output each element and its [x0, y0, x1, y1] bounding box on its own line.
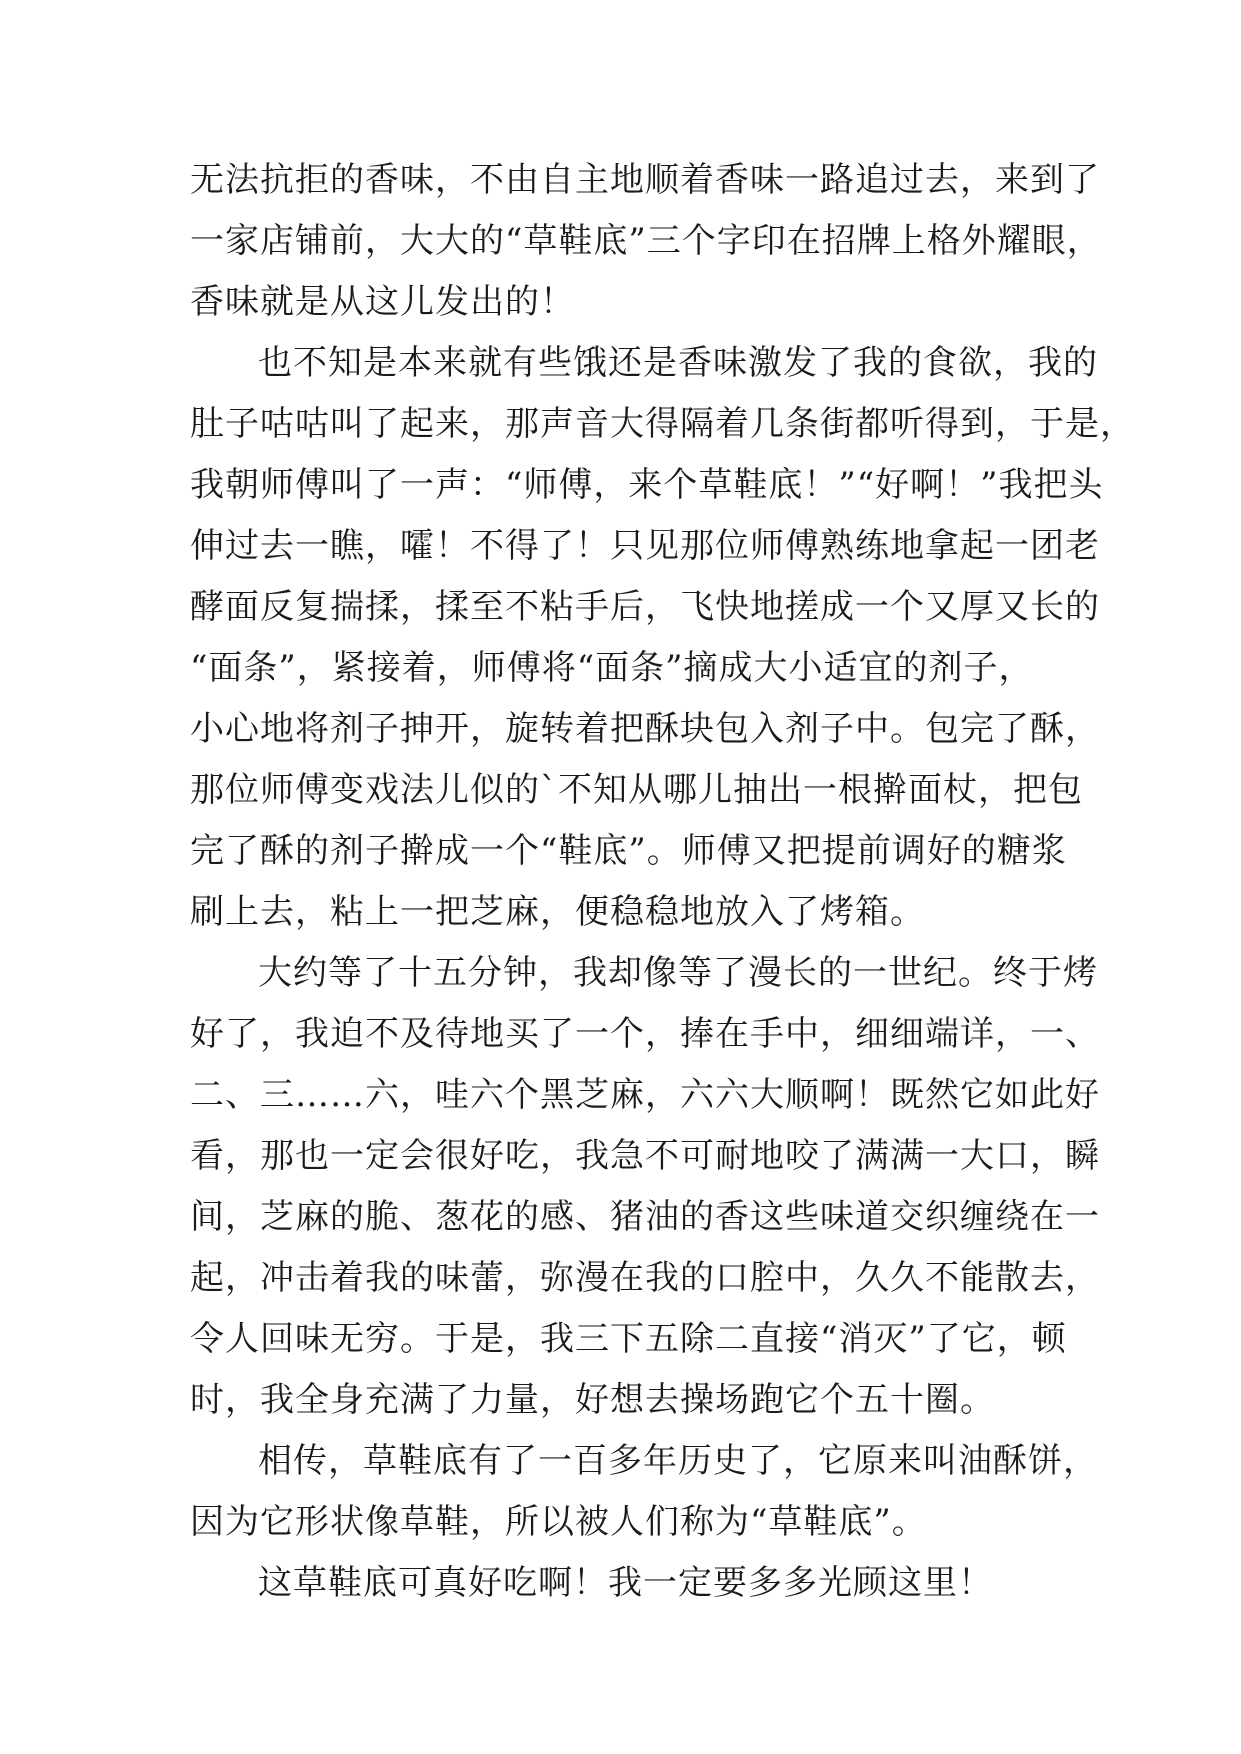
text-line: 刷上去，粘上一把芝麻，便稳稳地放入了烤箱。: [190, 892, 925, 932]
text-line: 小心地将剂子抻开，旋转着把酥块包入剂子中。包完了酥，: [190, 709, 1100, 749]
paragraph-first-line: 相传，草鞋底有了一百多年历史了，它原来叫油酥饼，: [258, 1441, 1098, 1481]
text-line: 间，芝麻的脆、葱花的感、猪油的香这些味道交织缠绕在一: [190, 1197, 1100, 1237]
text-line: “面条”，紧接着，师傅将“面条”摘成大小适宜的剂子，: [190, 648, 1034, 688]
text-line: 好了，我迫不及待地买了一个，捧在手中，细细端详，一、: [190, 1014, 1100, 1054]
text-line: 香味就是从这儿发出的！: [190, 282, 575, 322]
text-line: 那位师傅变戏法儿似的`不知从哪儿抽出一根擀面杖，把包: [190, 770, 1083, 810]
text-line: 看，那也一定会很好吃，我急不可耐地咬了满满一大口，瞬: [190, 1136, 1100, 1176]
text-line: 因为它形状像草鞋，所以被人们称为“草鞋底”。: [190, 1502, 927, 1542]
text-line: 酵面反复揣揉，揉至不粘手后，飞快地搓成一个又厚又长的: [190, 587, 1100, 627]
text-line: 肚子咕咕叫了起来，那声音大得隔着几条街都听得到，于是，: [190, 404, 1135, 444]
text-line: 完了酥的剂子擀成一个“鞋底”。师傅又把提前调好的糖浆: [190, 831, 1067, 871]
text-line: 一家店铺前，大大的“草鞋底”三个字印在招牌上格外耀眼，: [190, 221, 1102, 261]
text-line: 起，冲击着我的味蕾，弥漫在我的口腔中，久久不能散去，: [190, 1258, 1100, 1298]
text-line: 我朝师傅叫了一声：“师傅，来个草鞋底！”“好啊！”我把头: [190, 465, 1104, 505]
text-line: 二、三……六，哇六个黑芝麻，六六大顺啊！既然它如此好: [190, 1075, 1100, 1115]
text-line: 伸过去一瞧，嚯！不得了！只见那位师傅熟练地拿起一团老: [190, 526, 1100, 566]
text-line: 无法抗拒的香味，不由自主地顺着香味一路追过去，来到了: [190, 160, 1100, 200]
essay-body: [190, 150, 1135, 1614]
paragraph-first-line: 大约等了十五分钟，我却像等了漫长的一世纪。终于烤: [258, 953, 1098, 993]
paragraph-first-line: 也不知是本来就有些饿还是香味激发了我的食欲，我的: [258, 343, 1098, 383]
text-line: 时，我全身充满了力量，好想去操场跑它个五十圈。: [190, 1380, 995, 1420]
paragraph-first-line: 这草鞋底可真好吃啊！我一定要多多光顾这里！: [258, 1563, 993, 1603]
text-line: 令人回味无穷。于是，我三下五除二直接“消灭”了它，顿: [190, 1319, 1067, 1359]
